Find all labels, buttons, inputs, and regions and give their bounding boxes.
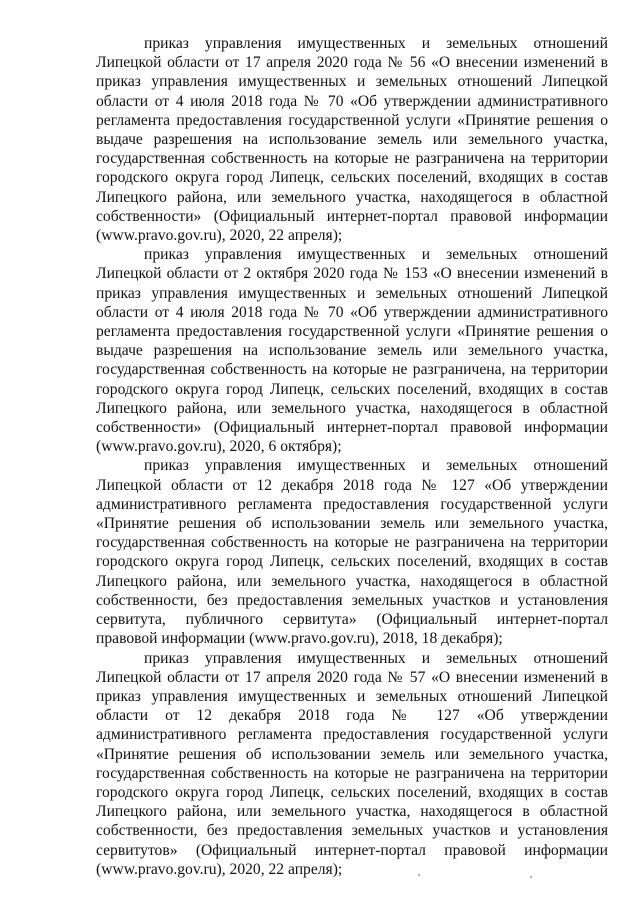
scan-speck <box>530 876 532 878</box>
paragraph-order-153: приказ управления имущественных и земельных отношений Липецкой области от 2 октября 2020 года № 153 «О внесении изменений в приказ управления имущественных и земельных отношений Липецкой области от 4 июля 2018 года № 70 «Об утверждении административного регламента предоставления государственной услуги «Принятие решения о выдаче разрешения на использование земель или земельного участка, государственная собственность на которые не разграничена, на территории городского округа город Липецк, сельских поселений, входящих в состав Липецкого района, или земельного участка, находящегося в областной собственности» (Официальный интернет-портал правовой информации (www.pravo.gov.ru), 2020, 6 октября); <box>96 246 608 456</box>
paragraph-order-57: приказ управления имущественных и земельных отношений Липецкой области от 17 апреля 2020 года № 57 «О внесении изменений в приказ управления имущественных и земельных отношений Липецкой области от 12 декабря 2018 года № 127 «Об утверждении административного регламента предоставления государственной услуги «Принятие решения об использовании земель или земельного участка, государственная собственность на которые не разграничена на территории городского округа город Липецк, сельских поселений, входящих в состав Липецкого района, или земельного участка, находящегося в областной собственности, без предоставления земельных участков и установления сервитутов» (Официальный интернет-портал правовой информации (www.pravo.gov.ru), 2020, 22 апреля); <box>96 649 608 878</box>
document-body <box>96 34 608 879</box>
paragraph-order-127: приказ управления имущественных и земельных отношений Липецкой области от 12 декабря 2018 года № 127 «Об утверждении административного регламента предоставления государственной услуги «Принятие решения об использовании земель или земельного участка, государственная собственность на которые не разграничена на территории городского округа город Липецк, сельских поселений, входящих в состав Липецкого района, или земельного участка, находящегося в областной собственности, без предоставления земельных участков и установления сервитута, публичного сервитута» (Официальный интернет-портал правовой информации (www.pravo.gov.ru), 2018, 18 декабря); <box>96 457 608 648</box>
paragraph-order-56: приказ управления имущественных и земельных отношений Липецкой области от 17 апреля 2020 года № 56 «О внесении изменений в приказ управления имущественных и земельных отношений Липецкой области от 4 июля 2018 года № 70 «Об утверждении административного регламента предоставления государственной услуги «Принятие решения о выдаче разрешения на использование земель или земельного участка, государственная собственность на которые не разграничена на территории городского округа город Липецк, сельских поселений, входящих в состав Липецкого района, или земельного участка, находящегося в областной собственности» (Официальный интернет-портал правовой информации (www.pravo.gov.ru), 2020, 22 апреля); <box>96 35 608 245</box>
scan-speck <box>418 874 420 876</box>
